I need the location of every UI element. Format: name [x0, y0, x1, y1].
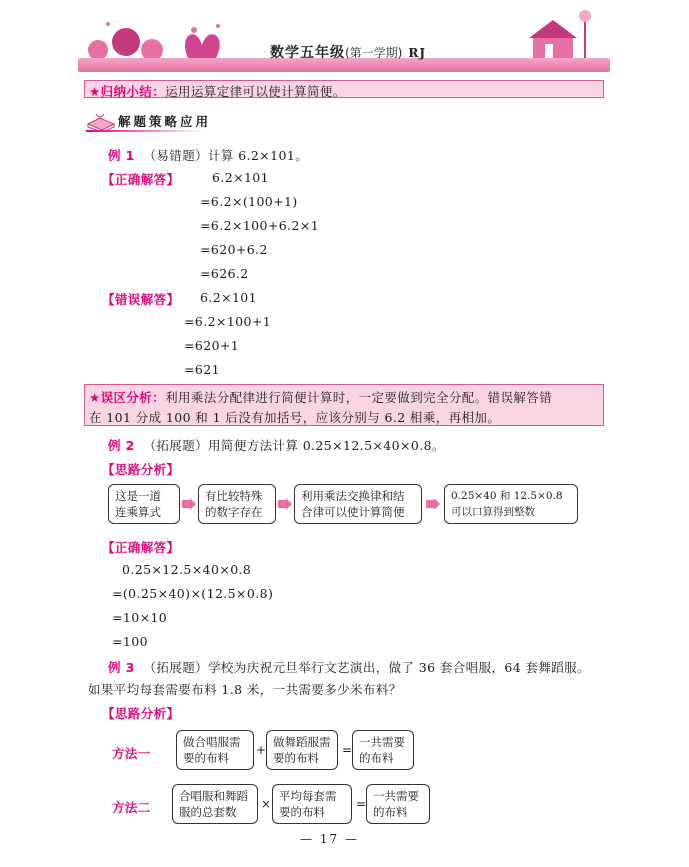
error-analysis-line1: 利用乘法分配律进行简便计算时，一定要做到完全分配。错误解答错	[165, 390, 553, 405]
method2-label: 方法二	[112, 800, 151, 815]
error-analysis-box	[84, 384, 604, 426]
example2-correct-label: 【正确解答】	[102, 540, 180, 555]
example2-flow-box-0: 这是一道 连乘算式	[108, 484, 180, 524]
example1-wrong-step-3: =621	[184, 362, 220, 377]
example1-correct-step-2: =6.2×100+6.2×1	[200, 218, 320, 233]
example3-line1: 例 3 （拓展题）学校为庆祝元旦举行文艺演出，做了 36 套合唱服，64 套舞蹈服。	[108, 660, 590, 675]
example1-correct-step-1: =6.2×(100+1)	[200, 194, 298, 209]
page-header	[0, 0, 689, 80]
arrow-right-icon	[182, 498, 196, 510]
summary-label: ★归纳小结：	[89, 84, 166, 99]
error-analysis-label: ★误区分析：	[89, 390, 166, 405]
example1-correct-label: 【正确解答】	[102, 172, 180, 187]
method2-box-1: 平均每套需 要的布料	[272, 784, 352, 824]
method1-op-equals: =	[342, 743, 353, 757]
page-number: — 17 —	[300, 832, 359, 846]
example2-flow-box-3: 0.25×40 和 12.5×0.8 可以口算得到整数	[444, 484, 578, 524]
method1-box-0: 做合唱服需 要的布料	[176, 730, 254, 770]
method1-label: 方法一	[112, 746, 151, 761]
example2-analysis-label: 【思路分析】	[102, 462, 180, 477]
book-icon	[86, 110, 116, 132]
summary-box	[84, 80, 604, 98]
summary-text: 运用运算定律可以使计算简便。	[165, 84, 346, 99]
example2-step-0: 0.25×12.5×40×0.8	[122, 562, 252, 577]
example2-question: 例 2 （拓展题）用简便方法计算 0.25×12.5×40×0.8。	[108, 438, 445, 453]
method1-box-2: 一共需要 的布料	[352, 730, 414, 770]
example3-analysis-label: 【思路分析】	[102, 706, 180, 721]
example1-correct-step-4: =626.2	[200, 266, 249, 281]
example1-wrong-step-0: 6.2×101	[200, 290, 258, 305]
header-title: 数学五年级(第一学期) RJ	[270, 45, 427, 61]
arrow-right-icon	[426, 498, 440, 510]
example1-correct-step-3: =620+6.2	[200, 242, 268, 257]
method1-op-plus: +	[256, 743, 267, 757]
example2-step-3: =100	[112, 634, 148, 649]
method1-box-1: 做舞蹈服需 要的布料	[266, 730, 338, 770]
example2-step-2: =10×10	[112, 610, 168, 625]
example1-wrong-label: 【错误解答】	[102, 292, 180, 307]
example2-flow-box-2: 利用乘法交换律和结 合律可以使计算简便	[294, 484, 422, 524]
arrow-right-icon	[278, 498, 292, 510]
section-rule	[86, 130, 206, 132]
method2-op-times: ×	[261, 797, 272, 811]
example2-flow-box-1: 有比较特殊 的数字存在	[198, 484, 276, 524]
method2-box-0: 合唱服和舞蹈 服的总套数	[172, 784, 258, 824]
method2-op-equals: =	[356, 797, 367, 811]
method2-box-2: 一共需要 的布料	[366, 784, 430, 824]
section-title: 解题策略应用	[118, 114, 212, 129]
example3-line2: 如果平均每套需要布料 1.8 米，一共需要多少米布料？	[88, 682, 402, 697]
example1-wrong-step-1: =6.2×100+1	[184, 314, 272, 329]
example2-step-1: =(0.25×40)×(12.5×0.8)	[112, 586, 274, 601]
example1-question: 例 1 （易错题）计算 6.2×101。	[108, 148, 309, 163]
example1-correct-step-0: 6.2×101	[212, 170, 270, 185]
example1-wrong-step-2: =620+1	[184, 338, 240, 353]
error-analysis-line2: 在 101 分成 100 和 1 后没有加括号，应该分别与 6.2 相乘，再相加。	[89, 410, 501, 425]
